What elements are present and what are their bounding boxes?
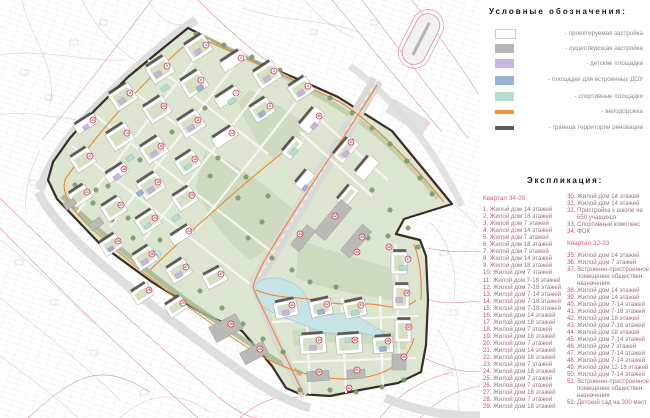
explication-item: 37. Встроенно-пристроенное помещение обществен. назначения — [567, 266, 649, 287]
legend-item — [495, 26, 643, 41]
explication-item: 19. Жилой дом 18 этажей — [483, 332, 556, 340]
svg-text:11: 11 — [196, 118, 200, 123]
tree — [138, 158, 143, 163]
map-marker — [124, 130, 130, 136]
tree — [354, 390, 359, 395]
explication-item: 14. Жилой дом 7-18 этажей — [483, 297, 561, 305]
svg-text:42: 42 — [325, 302, 329, 307]
map-marker — [183, 264, 189, 270]
tree — [290, 268, 295, 273]
explication-item: 46. Жилой дом 7 этажей — [567, 343, 637, 350]
map-marker — [238, 55, 244, 61]
legend-item-label: - спортивные площадки — [574, 92, 643, 100]
quarter-heading-32-33: Квартал 32-33 — [567, 240, 610, 247]
tree — [370, 188, 375, 193]
tree — [261, 337, 266, 342]
explication-item: 47. Жилой дом 7-14 этажей — [567, 350, 645, 357]
explication-item: 48. Жилой дом 7-14 этажей — [567, 357, 645, 364]
tree — [216, 156, 221, 161]
svg-text:38: 38 — [405, 291, 409, 296]
svg-text:49: 49 — [258, 347, 262, 352]
svg-text:21: 21 — [85, 190, 89, 195]
bike-swatch — [495, 110, 514, 114]
svg-text:41: 41 — [290, 303, 294, 308]
map-marker — [127, 90, 133, 96]
map-marker — [158, 143, 164, 149]
explication-item: 42. Жилой дом 18 этажей — [567, 315, 640, 322]
svg-text:20: 20 — [190, 193, 194, 198]
legend-item — [495, 41, 643, 56]
explication-item: 20. Жилой дом 7 этажей — [483, 339, 553, 347]
svg-text:34: 34 — [298, 232, 302, 237]
explication-item: 34. ФОК — [567, 228, 591, 235]
map-marker — [115, 238, 121, 244]
map-marker — [316, 113, 322, 119]
svg-text:27: 27 — [184, 265, 188, 270]
map-marker — [324, 301, 330, 307]
explication-item: 27. Жилой дом 18 этажей — [483, 389, 556, 397]
svg-text:31: 31 — [349, 140, 353, 145]
map-marker — [229, 130, 235, 136]
dou-swatch — [495, 76, 514, 85]
map-marker — [155, 179, 161, 185]
svg-text:47: 47 — [219, 272, 223, 277]
explication-item: 10. Жилой дом 7 этажей — [483, 269, 553, 277]
map-marker — [271, 68, 277, 74]
svg-text:32: 32 — [333, 214, 337, 219]
explication-item: 12. Жилой дом 7-18 этажей — [483, 283, 561, 291]
svg-text:22: 22 — [119, 203, 123, 208]
map-marker — [297, 231, 303, 237]
svg-text:7: 7 — [235, 91, 237, 96]
explication-item: 24. Жилой дом 18 этажей — [483, 368, 556, 376]
proposed-swatch — [495, 29, 516, 39]
map-marker — [354, 249, 360, 255]
map-marker — [195, 117, 201, 123]
legend-item-label: - площадки для встроенных ДОУ — [548, 76, 643, 84]
tree — [126, 216, 131, 221]
explication-item: 2. Жилой дом 18 этажей — [483, 213, 553, 221]
map-marker — [164, 63, 170, 69]
svg-text:25: 25 — [116, 239, 120, 244]
explication-item: 26. Жилой дом 7 этажей — [483, 382, 553, 390]
map-marker — [149, 251, 155, 257]
explication-item: 40. Жилой дом 7-14 этажей — [567, 301, 645, 308]
explication-item: 51. Встроенно-пристроенное помещение обществен. назначения — [567, 378, 649, 399]
tree — [380, 385, 385, 390]
legend-item-label: - граница территории реновации — [548, 123, 643, 131]
tree — [328, 388, 333, 393]
map-marker — [386, 244, 392, 250]
legend-item — [495, 56, 643, 71]
tree — [244, 175, 249, 180]
explication-items-right-bottom — [567, 252, 649, 406]
map-marker — [354, 367, 360, 373]
sport-swatch — [495, 92, 514, 101]
dou-patch — [379, 346, 386, 351]
explication-item: 30. Жилой дом 14 этажей — [567, 193, 640, 200]
map-marker — [406, 324, 412, 330]
play-swatch — [495, 59, 514, 68]
map-marker — [405, 256, 411, 262]
tree — [388, 208, 393, 213]
map-marker — [316, 337, 322, 343]
svg-text:14: 14 — [125, 131, 129, 136]
explication-item: 9. Жилой дом 18 этажей — [483, 262, 553, 270]
map-marker — [348, 139, 354, 145]
legend-title: Условные обозначения: — [489, 7, 627, 16]
svg-text:15: 15 — [159, 144, 163, 149]
map-marker — [118, 202, 124, 208]
map-marker — [146, 287, 152, 293]
svg-text:3: 3 — [273, 69, 275, 74]
map-marker — [152, 215, 158, 221]
tree — [106, 184, 111, 189]
svg-text:4: 4 — [307, 84, 309, 89]
explication-item: 4. Жилой дом 14 этажей — [483, 227, 553, 235]
svg-text:13: 13 — [91, 118, 95, 123]
explication-item: 1. Жилой дом 14 этажей — [483, 206, 553, 214]
explication-item: 35. Жилой дом 14 этажей — [567, 252, 640, 259]
tree — [91, 201, 96, 206]
svg-text:2: 2 — [240, 56, 242, 61]
tree — [198, 289, 203, 294]
map-marker — [257, 346, 263, 352]
explication-items-right-top — [567, 193, 649, 235]
existing-swatch — [495, 44, 514, 53]
explication-item: 45. Жилой дом 7-14 этажей — [567, 336, 645, 343]
tree — [386, 234, 391, 239]
map-marker — [218, 271, 224, 277]
explication-item: 3. Жилой дом 7 этажей — [483, 220, 549, 228]
explication-item: 16. Жилой дом 14 этажей — [483, 311, 556, 319]
explication-item: 11. Жилой дом 7-18 этажей — [483, 276, 561, 284]
svg-text:39: 39 — [407, 325, 411, 330]
explication-item: 25. Жилой дом 7 этажей — [483, 375, 553, 383]
tree — [236, 196, 241, 201]
map-marker — [332, 213, 338, 219]
explication-item: 7. Жилой дом 7 этажей — [483, 248, 549, 256]
tree — [402, 378, 407, 383]
map-marker — [121, 166, 127, 172]
legend-item — [495, 119, 643, 136]
playground-patch — [309, 345, 316, 350]
tree — [250, 55, 255, 60]
explication-item: 31. Жилой дом 14 этажей — [567, 200, 640, 207]
tree — [158, 238, 163, 243]
explication-items-left — [483, 206, 565, 410]
svg-text:19: 19 — [156, 180, 160, 185]
svg-text:9: 9 — [129, 91, 131, 96]
tree — [266, 194, 271, 199]
map-marker — [90, 117, 96, 123]
map-marker — [358, 302, 364, 308]
tree — [406, 226, 411, 231]
svg-text:40: 40 — [402, 355, 406, 360]
map-marker — [84, 189, 90, 195]
svg-text:17: 17 — [88, 154, 92, 159]
svg-text:51: 51 — [355, 368, 359, 373]
map-marker — [404, 290, 410, 296]
explication-item: 41. Жилой дом 7-18 этажей — [567, 308, 645, 315]
map-marker — [401, 354, 407, 360]
explication-item: 29. Жилой дом 18 этажей — [483, 403, 556, 411]
svg-text:50: 50 — [317, 370, 321, 375]
map-marker — [289, 302, 295, 308]
map-marker — [233, 90, 239, 96]
tree — [416, 245, 421, 250]
explication-item: 28. Жилой дом 7 этажей — [483, 396, 553, 404]
map-marker — [228, 321, 234, 327]
svg-text:10: 10 — [162, 104, 166, 109]
map-marker — [359, 234, 365, 240]
tree — [334, 285, 339, 290]
svg-text:28: 28 — [147, 288, 151, 293]
explication-item: 15. Жилой дом 7-18 этажей — [483, 304, 561, 312]
svg-text:52: 52 — [347, 386, 351, 391]
tree — [350, 111, 355, 116]
svg-text:45: 45 — [353, 338, 357, 343]
explication-title: Экспликация: — [526, 176, 604, 185]
explication-item: 44. Жилой дом 18 этажей — [567, 329, 640, 336]
explication-item: 5. Жилой дом 7 этажей — [483, 234, 549, 242]
map-marker — [385, 338, 391, 344]
explication-item: 36. Жилой дом 7 этажей — [567, 259, 637, 266]
svg-text:46: 46 — [386, 339, 390, 344]
explication-item: 33. Спортивный комплекс — [567, 221, 641, 228]
tree — [222, 43, 227, 48]
explication-item: 38. Жилой дом 14 этажей — [567, 287, 640, 294]
svg-text:5: 5 — [166, 64, 168, 69]
explication-item: 50. Жилой дом 7-14 этажей — [567, 371, 645, 378]
svg-text:36: 36 — [387, 245, 391, 250]
svg-text:18: 18 — [122, 167, 126, 172]
tree — [308, 280, 313, 285]
legend-item — [495, 104, 643, 119]
tree — [370, 126, 375, 131]
svg-text:29: 29 — [181, 301, 185, 306]
tree — [388, 142, 393, 147]
map-marker — [192, 156, 198, 162]
map-marker — [316, 369, 322, 375]
map-marker — [180, 300, 186, 306]
map-marker — [267, 103, 273, 109]
tree — [270, 256, 275, 261]
map-marker — [189, 192, 195, 198]
explication-column-right — [567, 193, 649, 406]
tree — [246, 236, 251, 241]
proposed-building — [299, 331, 326, 355]
explication-item: 8. Жилой дом 14 этажей — [483, 255, 553, 263]
legend-items — [495, 26, 643, 136]
explication-item: 32. Пристройка к школе на 550 учащихся — [567, 207, 643, 221]
map-marker — [352, 337, 358, 343]
tree — [418, 176, 423, 181]
svg-text:24: 24 — [187, 229, 191, 234]
legend-item — [495, 89, 643, 104]
tree — [430, 192, 435, 197]
tree — [328, 96, 333, 101]
explication-item: 43. Жилой дом 7-18 этажей — [567, 322, 645, 329]
quarter-heading-34-35: Квартал 34-35 — [483, 195, 526, 202]
tree — [94, 188, 99, 193]
tree — [208, 174, 213, 179]
legend-item-label: - проектируемая застройка — [565, 29, 643, 37]
explication-item: 52. Детский сад на 300 мест — [567, 399, 647, 406]
svg-text:23: 23 — [153, 216, 157, 221]
sport-patch — [399, 266, 407, 271]
border-swatch — [495, 126, 514, 130]
explication-item: 6. Жилой дом 18 этажей — [483, 241, 553, 249]
map-marker — [87, 153, 93, 159]
tree — [131, 236, 136, 241]
explication-item: 22. Жилой дом 18 этажей — [483, 354, 556, 362]
svg-text:12: 12 — [230, 131, 234, 136]
map-marker — [346, 385, 352, 391]
explication-item: 21. Жилой дом 14 этажей — [483, 346, 556, 354]
svg-text:26: 26 — [150, 252, 154, 257]
svg-text:8: 8 — [269, 104, 271, 109]
map-marker — [198, 77, 204, 83]
svg-text:35: 35 — [355, 250, 359, 255]
legend-panel — [480, 0, 650, 418]
explication-item: 13. Жилой дом 7-14 этажей — [483, 290, 561, 298]
tree — [260, 220, 265, 225]
svg-text:37: 37 — [406, 257, 410, 262]
tree — [203, 106, 208, 111]
legend-item-label: - детские площадки — [586, 59, 643, 67]
tree — [405, 159, 410, 164]
explication-item: 39. Жилой дом 14 этажей — [567, 294, 640, 301]
map-marker — [203, 42, 209, 48]
svg-text:30: 30 — [317, 114, 321, 119]
playground-patch — [396, 298, 403, 303]
svg-text:6: 6 — [200, 78, 202, 83]
legend-item — [495, 71, 643, 89]
map-marker — [305, 83, 311, 89]
svg-text:1: 1 — [205, 43, 207, 48]
svg-text:44: 44 — [317, 338, 321, 343]
tree — [298, 388, 303, 393]
svg-text:16: 16 — [193, 157, 197, 162]
svg-text:33: 33 — [360, 235, 364, 240]
svg-text:43: 43 — [359, 303, 363, 308]
explication-item: 18. Жилой дом 7 этажей — [483, 325, 553, 333]
map-marker — [161, 103, 167, 109]
explication-item: 49. Жилой дом 12-18 этажей — [567, 364, 649, 371]
tree — [281, 350, 286, 355]
explication-column-left — [483, 195, 565, 410]
explication-item: 17. Жилой дом 18 этажей — [483, 318, 556, 326]
svg-text:48: 48 — [229, 322, 233, 327]
tree — [220, 306, 225, 311]
tree — [170, 130, 175, 135]
explication-item: 23. Жилой дом 7 этажей — [483, 361, 553, 369]
map-marker — [186, 228, 192, 234]
legend-item-label: - велодорожка — [601, 107, 643, 115]
legend-item-label: - существующая застройка — [565, 44, 643, 52]
